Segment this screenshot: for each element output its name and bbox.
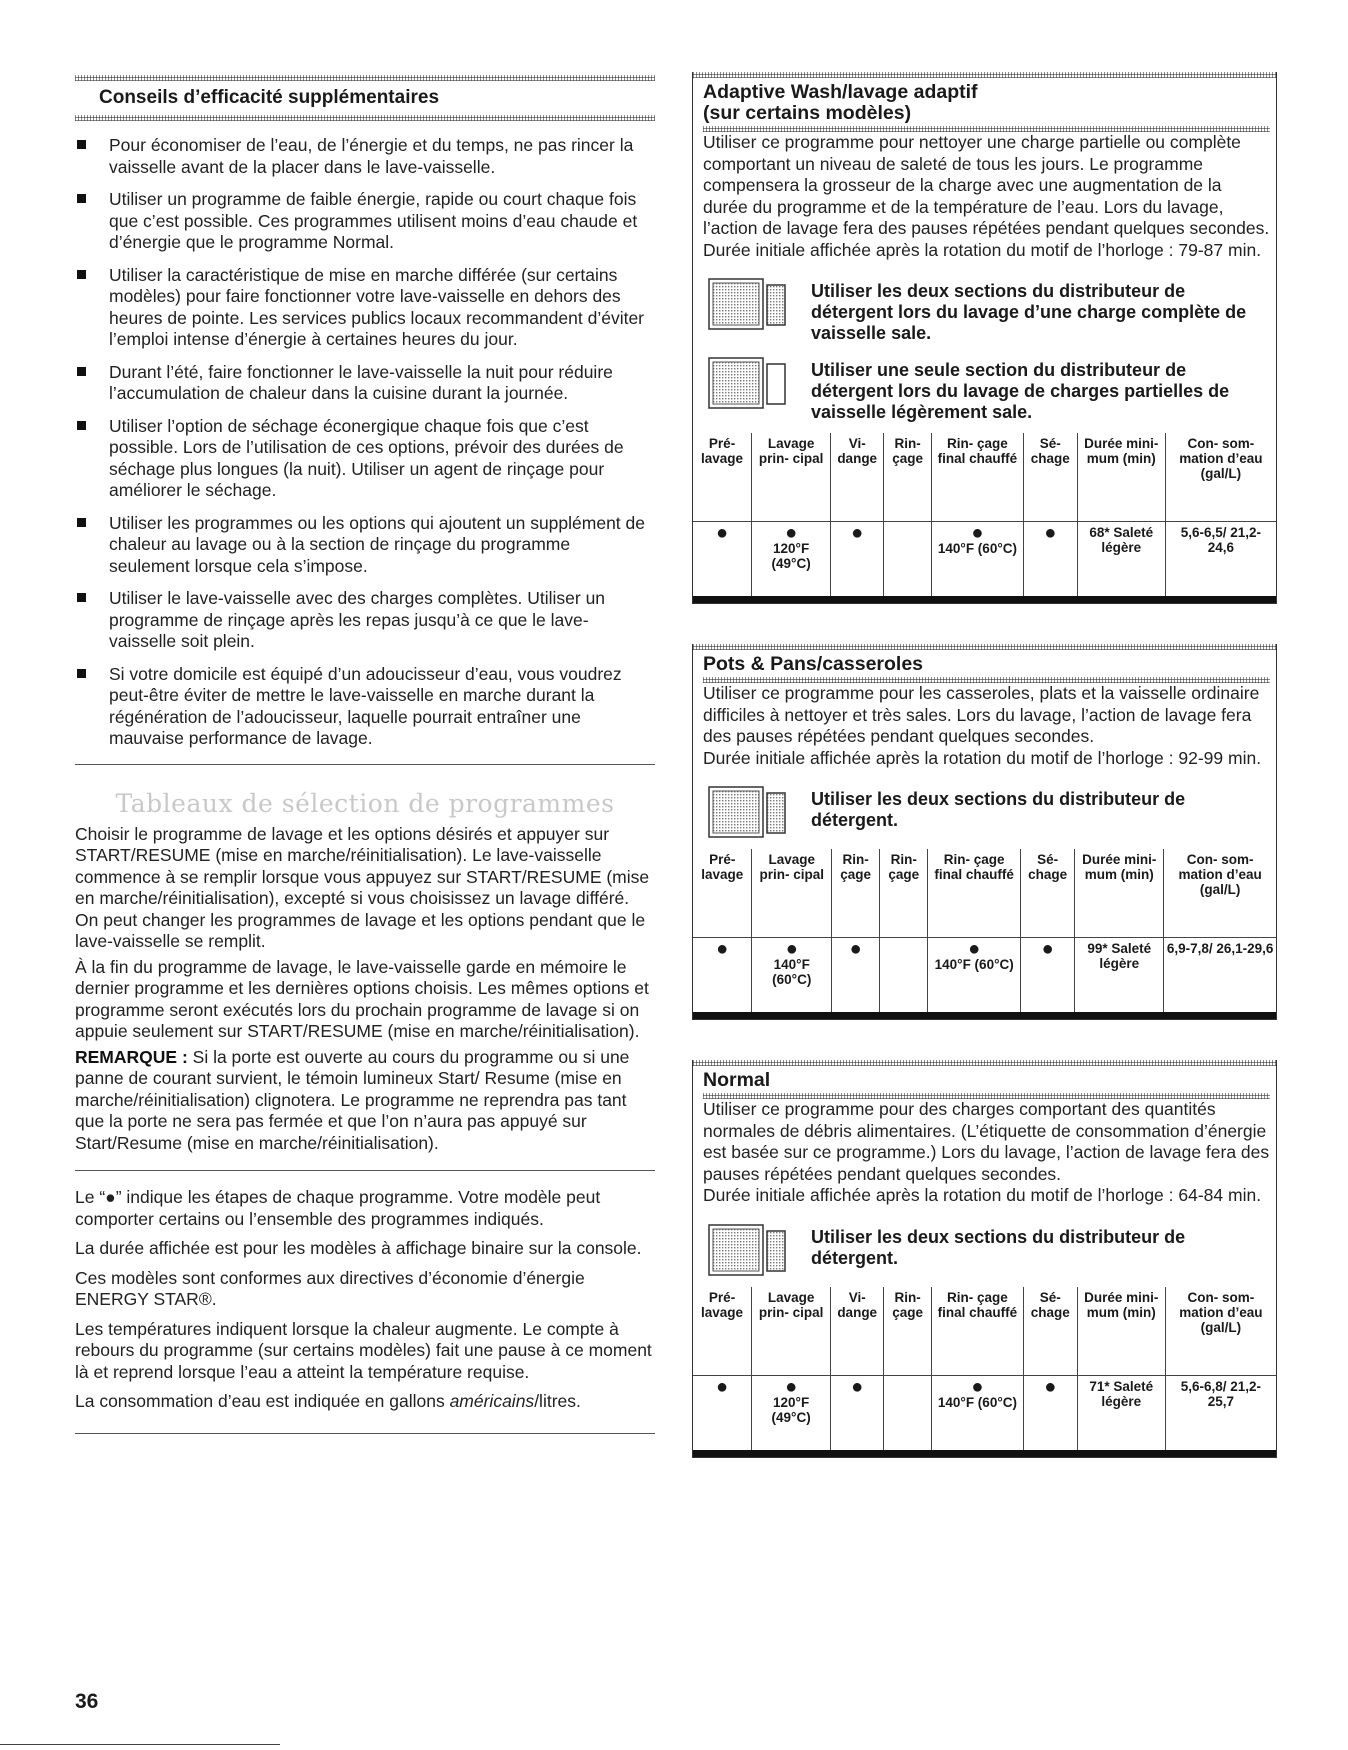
table-header: Durée mini- mum (min) — [1077, 433, 1165, 522]
bullet-icon — [77, 421, 86, 430]
table-header: Sé- chage — [1023, 433, 1077, 522]
tips-title: Conseils d’efficacité supplémentaires — [99, 87, 440, 108]
table-row — [693, 938, 1276, 1013]
cycle-bottom-bar — [693, 1012, 1276, 1019]
table-header: Con- som- mation d’eau (gal/L) — [1164, 849, 1276, 938]
table-header: Con- som- mation d’eau (gal/L) — [1165, 433, 1276, 522]
paragraph: Le “●” indique les étapes de chaque programme. Votre modèle peut comporter certains ou l’ensemble des programmes indiqués. — [75, 1187, 601, 1229]
list-item: Pour économiser de l’eau, de l’énergie et du temps, ne pas rincer la vaisselle avant de la placer dans le lave-vaisselle. — [75, 135, 655, 178]
detergent-instruction — [693, 269, 1276, 348]
table-header: Pré- lavage — [693, 433, 752, 522]
table-header: Pré- lavage — [693, 1287, 752, 1376]
table-cell: ● — [831, 1375, 884, 1450]
cycle-description: Utiliser ce programme pour des charges comportant des quantités normales de débris alimentaires. (L’étiquette de consommation d’énergie est basée sur ce programme.) Lors du lavage, l’action de lavage fera des pauses répétées pendant quelques secondes. — [703, 1099, 1270, 1184]
page-number: 36 — [75, 1690, 99, 1713]
table-cell: ● — [1023, 1375, 1077, 1450]
table-header: Lavage prin- cipal — [752, 849, 832, 938]
cycle-duration: Durée initiale affichée après la rotation du motif de l’horloge : 64-84 min. — [703, 1185, 1262, 1205]
table-cell: ● 140°F (60°C) — [752, 938, 832, 1013]
table-header: Rin- çage — [880, 849, 928, 938]
cycle-pots-pans — [692, 644, 1277, 1020]
cycle-description: Utiliser ce programme pour les casseroles, plats et la vaisselle ordinaire difficiles à nettoyer et très sales. Lors du lavage, l’action de lavage fera des pauses répétées pendant quelques secondes. — [703, 683, 1260, 746]
table-header: Rin- çage — [884, 1287, 932, 1376]
detergent-instruction — [693, 1215, 1276, 1281]
cycle-duration: Durée initiale affichée après la rotation du motif de l’horloge : 79-87 min. — [703, 239, 1262, 260]
bullet-icon — [77, 140, 86, 149]
tips-list — [75, 135, 655, 750]
detergent-both-sections-icon — [707, 785, 787, 839]
bullet-icon — [77, 518, 86, 527]
table-header-row — [693, 849, 1276, 938]
table-cell — [880, 938, 928, 1013]
divider — [75, 1433, 655, 1434]
detergent-both-sections-icon — [707, 1223, 787, 1277]
cycle-title: Normal — [703, 1069, 771, 1091]
cycle-bottom-bar — [693, 596, 1276, 603]
table-header: Durée mini- mum (min) — [1077, 1287, 1165, 1376]
table-cell: ● — [1021, 938, 1075, 1013]
table-header: Rin- çage final chauffé — [932, 1287, 1024, 1376]
table-header: Pré- lavage — [693, 849, 752, 938]
bullet-icon — [77, 669, 86, 678]
table-cell: ● — [693, 1375, 752, 1450]
detergent-text: Utiliser les deux sections du distributeur de détergent. — [811, 789, 1186, 830]
left-column — [75, 75, 655, 1448]
table-cell: ● — [831, 522, 884, 597]
table-cell — [884, 1375, 932, 1450]
table-cell: 5,6-6,5/ 21,2-24,6 — [1180, 525, 1262, 555]
table-header: Rin- çage — [884, 433, 932, 522]
footer-rule — [0, 1744, 280, 1745]
table-header: Con- som- mation d’eau (gal/L) — [1165, 1287, 1276, 1376]
table-header-row — [693, 1287, 1276, 1376]
detergent-text: Utiliser les deux sections du distributeur de détergent lors du lavage d’une charge complète de vaisselle sale. — [811, 281, 1247, 343]
table-header: Vi- dange — [831, 433, 884, 522]
bullet-icon — [77, 367, 86, 376]
detergent-both-sections-icon — [707, 277, 787, 331]
table-row — [693, 1375, 1276, 1450]
table-cell: 71* Saleté légère — [1077, 1375, 1165, 1450]
table-cell — [884, 522, 932, 597]
cycle-normal — [692, 1060, 1277, 1458]
table-cell: ● — [832, 938, 880, 1013]
table-cell: 6,9-7,8/ 26,1-29,6 — [1166, 941, 1274, 956]
table-cell: 99* Saleté légère — [1075, 938, 1164, 1013]
detergent-text: Utiliser les deux sections du distributeur de détergent. — [811, 1226, 1186, 1268]
table-header: Lavage prin- cipal — [752, 1287, 831, 1376]
detergent-text: Utiliser une seule section du distributeur de détergent lors du lavage de charges partielles de vaisselle légèrement sale. — [811, 360, 1230, 422]
right-column — [692, 72, 1277, 1458]
detergent-instruction — [693, 348, 1276, 427]
table-cell: ● 140°F (60°C) — [928, 938, 1021, 1013]
divider — [75, 764, 655, 765]
paragraph: Les températures indiquent lorsque la chaleur augmente. Le compte à rebours du programme (sur certains modèles) fait une pause à ce moment là et reprend lorsque l’eau a atteint la température requise. — [75, 1318, 652, 1382]
list-item: Utiliser la caractéristique de mise en marche différée (sur certains modèles) pour faire fonctionner votre lave-vaisselle en dehors des heures de pointe. Les services publics locaux recommandent d’éviter l’emploi intense d’énergie à certaines heures du jour. — [75, 265, 655, 351]
note-paragraph: REMARQUE : Si la porte est ouverte au cours du programme ou si une panne de courant survient, le témoin lumineux Start/ Resume (mise en marche/réinitialisation) clignotera. Le programme ne reprendra pas tant que la porte ne sera pas fermée et que l’on n’aura pas appuyé sur Start/Resume (mise en marche/réinitialisation). — [75, 1046, 630, 1153]
table-header: Rin- çage — [832, 849, 880, 938]
list-item: Utiliser l’option de séchage éconergique chaque fois que c’est possible. Lors de l’utilisation de ces options, prévoir des durées de séchage plus longues (la nuit). Utiliser un agent de rinçage pour améliorer le séchage. — [75, 416, 655, 502]
section-rule — [75, 115, 655, 121]
paragraph: La consommation d’eau est indiquée en gallons américains/litres. — [75, 1391, 581, 1411]
section-rule — [703, 126, 1270, 132]
cycle-bottom-bar — [693, 1450, 1276, 1457]
cycle-table — [693, 849, 1276, 1012]
cycle-title: Adaptive Wash/lavage adaptif (sur certains modèles) — [703, 81, 978, 124]
table-cell: ● — [1023, 522, 1077, 597]
table-header: Vi- dange — [831, 1287, 884, 1376]
cycle-table — [693, 1287, 1276, 1450]
list-item: Si votre domicile est équipé d’un adoucisseur d’eau, vous voudrez peut-être éviter de mettre le lave-vaisselle en marche durant la régénération de l’adoucisseur, laquelle pourrait entraîner une mauvaise performance de lavage. — [75, 664, 655, 750]
list-item: Durant l’été, faire fonctionner le lave-vaisselle la nuit pour réduire l’accumulation de chaleur dans la cuisine durant la journée. — [75, 362, 655, 405]
table-cell: ● 140°F (60°C) — [932, 1375, 1024, 1450]
note-label: REMARQUE : — [75, 1046, 188, 1067]
bullet-icon — [77, 194, 86, 203]
detergent-one-section-icon — [707, 356, 787, 410]
cycle-description: Utiliser ce programme pour nettoyer une charge partielle ou complète comportant un niveau de saleté de tous les jours. Le programme compensera la grosseur de la charge avec une augmentation de la durée du programme et de la température de l’eau. Lors du lavage, l’action de lavage fera des pauses répétées pendant quelques secondes. — [703, 132, 1270, 238]
table-cell: ● 140°F (60°C) — [932, 522, 1024, 597]
table-cell: ● 120°F (49°C) — [752, 522, 831, 597]
table-header: Rin- çage final chauffé — [932, 433, 1024, 522]
table-header: Lavage prin- cipal — [752, 433, 831, 522]
cycle-adaptive-wash — [692, 72, 1277, 604]
paragraph: Choisir le programme de lavage et les options désirés et appuyer sur START/RESUME (mise en marche/réinitialisation). Le lave-vaisselle commence à se remplir lorsque vous appuyez sur START/RESUME (mise en marche/réinitialisation), excepté si vous choisissez un lavage différé. On peut changer les programmes de lavage et les options pendant que le lave-vaisselle se remplit. — [75, 823, 650, 951]
section-rule — [703, 1093, 1270, 1099]
table-header: Durée mini- mum (min) — [1075, 849, 1164, 938]
cycle-duration: Durée initiale affichée après la rotation du motif de l’horloge : 92-99 min. — [703, 747, 1262, 768]
detergent-instruction — [693, 777, 1276, 843]
table-cell: ● — [693, 938, 752, 1013]
table-header-row — [693, 433, 1276, 522]
table-cell: ● — [693, 522, 752, 597]
table-header: Sé- chage — [1021, 849, 1075, 938]
table-header: Rin- çage final chauffé — [928, 849, 1021, 938]
cycle-table — [693, 433, 1276, 596]
table-cell: 5,6-6,8/ 21,2-25,7 — [1180, 1378, 1262, 1409]
list-item: Utiliser le lave-vaisselle avec des charges complètes. Utiliser un programme de rinçage après les repas jusqu’à ce que le lave-vaisselle soit plein. — [75, 588, 655, 653]
bullet-icon — [77, 593, 86, 602]
table-cell: 68* Saleté légère — [1077, 522, 1165, 597]
list-item: Utiliser un programme de faible énergie, rapide ou court chaque fois que c’est possible. Ces programmes utilisent moins d’eau chaude et d’énergie que le programme Normal. — [75, 189, 655, 254]
divider — [75, 1170, 655, 1171]
list-item: Utiliser les programmes ou les options qui ajoutent un supplément de chaleur au lavage ou à la section de rinçage du programme seulement lorsque cela s’impose. — [75, 513, 655, 578]
table-header: Sé- chage — [1023, 1287, 1077, 1376]
paragraph: La durée affichée est pour les modèles à affichage binaire sur la console. — [75, 1238, 642, 1258]
paragraph: Ces modèles sont conformes aux directives d’économie d’énergie ENERGY STAR®. — [75, 1267, 585, 1309]
bullet-icon — [77, 270, 86, 279]
paragraph: À la fin du programme de lavage, le lave-vaisselle garde en mémoire le dernier programme et les dernières options choisis. Les mêmes options et programme seront exécutés lors du prochain programme de lavage si on appuie seulement sur START/RESUME (mise en marche/réinitialisation). — [75, 956, 649, 1041]
table-cell: ● 120°F (49°C) — [752, 1375, 831, 1450]
section-rule — [75, 75, 655, 81]
cycle-title: Pots & Pans/casseroles — [703, 653, 924, 675]
section-heading: Tableaux de sélection de programmes — [115, 788, 615, 818]
table-row — [693, 522, 1276, 597]
section-rule — [703, 677, 1270, 683]
